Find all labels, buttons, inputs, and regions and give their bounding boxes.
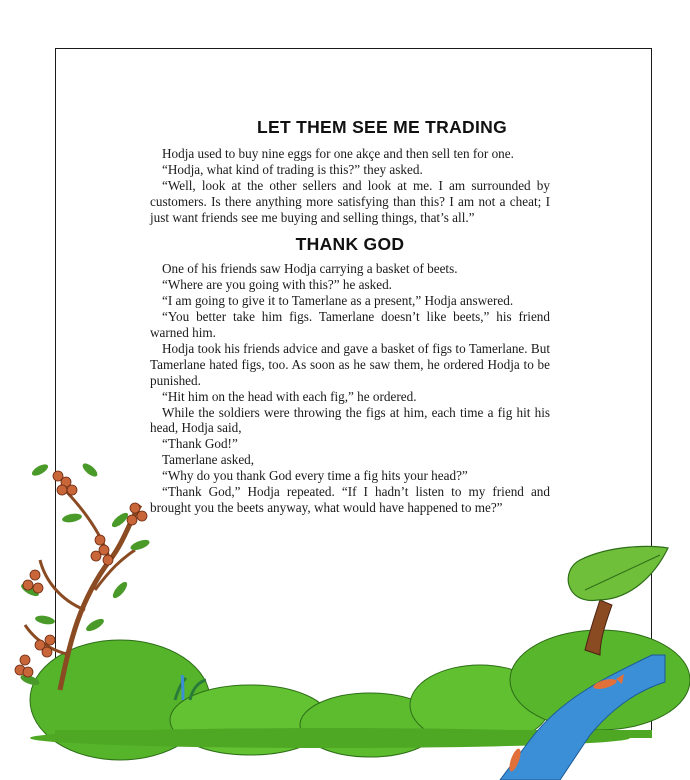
story-title-thank-god: THANK GOD xyxy=(295,234,405,255)
paragraph: Hodja used to buy nine eggs for one akçe and then sell ten for one. xyxy=(162,145,514,161)
story-title-trading: LET THEM SEE ME TRADING xyxy=(257,117,507,137)
paragraph: While the soldiers were throwing the figs at him, each time a fig hit his head, Hodja said, xyxy=(150,404,550,436)
story-text xyxy=(150,117,550,516)
paragraph: “Well, look at the other sellers and look at me. I am surrounded by customers. Is there anything more satisfying than this? I am not a cheat; I just want friends see me buying and selling things, that’s all.” xyxy=(150,177,550,225)
paragraph: “I am going to give it to Tamerlane as a present,” Hodja answered. xyxy=(162,293,514,309)
paragraph: “Why do you thank God every time a fig hits your head?” xyxy=(162,468,468,484)
paragraph: “Thank God,” Hodja repeated. “If I hadn’t listen to my friend and brought you the beets anyway, what would have happened to me?” xyxy=(150,484,550,515)
paragraph: Hodja took his friends advice and gave a basket of figs to Tamerlane. But Tamerlane hated figs, too. As soon as he saw them, he ordered Hodja to be punished. xyxy=(150,340,550,388)
paragraph: “Thank God!” xyxy=(162,436,238,452)
paragraph: One of his friends saw Hodja carrying a basket of beets. xyxy=(162,261,458,277)
paragraph: “Where are you going with this?” he asked. xyxy=(162,277,392,293)
paragraph: “Hodja, what kind of trading is this?” they asked. xyxy=(162,161,423,177)
paragraph: “You better take him figs. Tamerlane doesn’t like beets,” his friend warned him. xyxy=(150,309,550,340)
paragraph: “Hit him on the head with each fig,” he ordered. xyxy=(162,388,417,404)
paragraph: Tamerlane asked, xyxy=(162,452,255,468)
